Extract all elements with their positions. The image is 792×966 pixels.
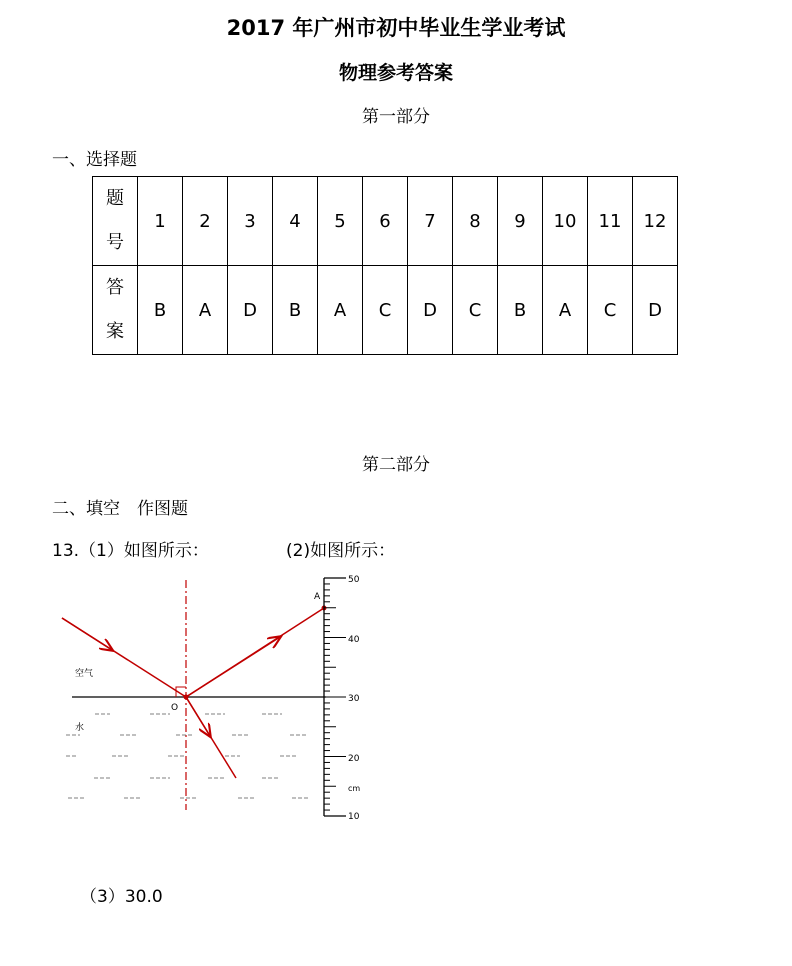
answer-cell: A bbox=[543, 266, 588, 355]
answer-cell: D bbox=[408, 266, 453, 355]
point-a-label: A bbox=[314, 592, 321, 602]
row-header-char: 答 bbox=[106, 277, 124, 298]
section-two-heading: 二、填空 作图题 bbox=[52, 499, 188, 519]
answer-cell: A bbox=[183, 266, 228, 355]
section-one-heading: 一、选择题 bbox=[52, 150, 137, 170]
ruler-tick-label: 50 bbox=[348, 575, 360, 585]
question-number-cell: 12 bbox=[633, 177, 678, 266]
part-one-heading: 第一部分 bbox=[362, 107, 430, 127]
question-number-cell: 1 bbox=[138, 177, 183, 266]
row-header-char: 号 bbox=[106, 232, 124, 253]
answer-cell: B bbox=[138, 266, 183, 355]
origin-label: O bbox=[171, 703, 179, 713]
answer-cell: C bbox=[588, 266, 633, 355]
answer-cell: B bbox=[498, 266, 543, 355]
ruler-tick-label: 10 bbox=[348, 812, 360, 822]
answer-cell: C bbox=[363, 266, 408, 355]
ruler bbox=[324, 578, 346, 816]
question-number-cell: 3 bbox=[228, 177, 273, 266]
question-number-cell: 7 bbox=[408, 177, 453, 266]
water-label: 水 bbox=[75, 723, 85, 733]
answer-cell: D bbox=[633, 266, 678, 355]
reflected-ray-arrow bbox=[186, 637, 280, 697]
document-subtitle: 物理参考答案 bbox=[338, 62, 453, 84]
question-number-cell: 5 bbox=[318, 177, 363, 266]
incident-ray-arrow bbox=[62, 618, 112, 650]
question-number-cell: 4 bbox=[273, 177, 318, 266]
question-number-cell: 2 bbox=[183, 177, 228, 266]
question-number-row bbox=[93, 177, 678, 266]
question-13-part-3: （3）30.0 bbox=[80, 887, 163, 907]
question-13-part-1: 13.（1）如图所示： bbox=[52, 541, 209, 561]
incidence-point bbox=[184, 695, 189, 700]
water-hatching bbox=[66, 714, 310, 798]
ruler-unit-label: cm bbox=[348, 784, 361, 793]
answer-cell: D bbox=[228, 266, 273, 355]
question-number-cell: 8 bbox=[453, 177, 498, 266]
question-13-part-2: (2)如图所示： bbox=[286, 541, 396, 561]
ruler-tick-label: 30 bbox=[348, 694, 360, 704]
answer-cell: A bbox=[318, 266, 363, 355]
question-number-cell: 6 bbox=[363, 177, 408, 266]
row-header-answer bbox=[93, 266, 138, 355]
refracted-ray-arrow bbox=[186, 697, 210, 736]
document-title: 2017 年广州市初中毕业生学业考试 bbox=[226, 16, 566, 40]
ruler-tick-label: 40 bbox=[348, 635, 360, 645]
question-number-cell: 9 bbox=[498, 177, 543, 266]
question-number-cell: 10 bbox=[543, 177, 588, 266]
answer-row bbox=[93, 266, 678, 355]
ruler-tick-label: 20 bbox=[348, 754, 360, 764]
answer-cell: C bbox=[453, 266, 498, 355]
air-label: 空气 bbox=[75, 669, 94, 679]
question-number-cell: 11 bbox=[588, 177, 633, 266]
refraction-figure bbox=[0, 570, 420, 830]
answer-cell: B bbox=[273, 266, 318, 355]
part-two-heading: 第二部分 bbox=[362, 455, 430, 475]
answer-table bbox=[92, 176, 678, 355]
row-header-number bbox=[93, 177, 138, 266]
row-header-char: 题 bbox=[106, 188, 124, 209]
row-header-char: 案 bbox=[106, 321, 124, 342]
